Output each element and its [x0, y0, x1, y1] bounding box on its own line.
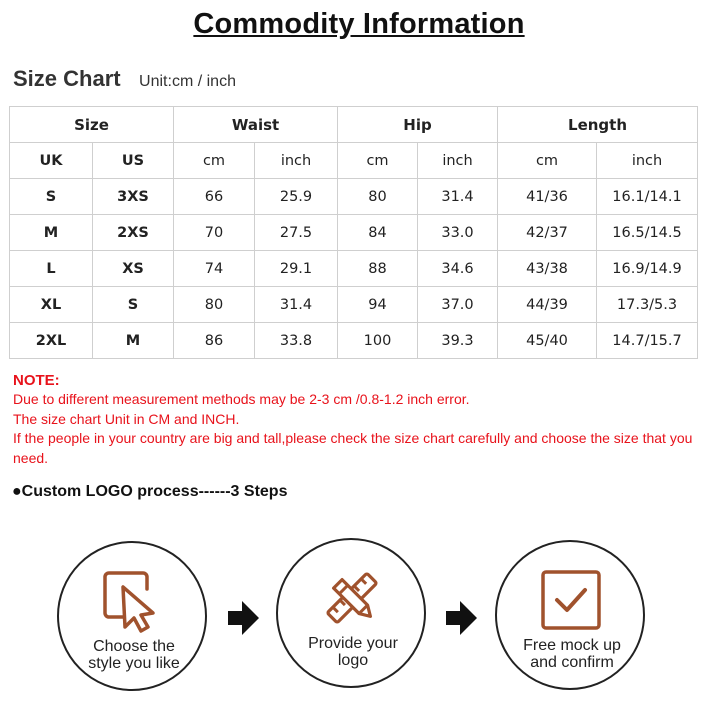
cursor-click-icon — [99, 567, 167, 635]
step-label-line: Provide your — [308, 635, 398, 652]
cell-waist-cm: 80 — [174, 287, 255, 323]
cell-waist-cm: 74 — [174, 251, 255, 287]
group-size-header: Size — [10, 107, 174, 143]
cell-length-inch: 17.3/5.3 — [597, 287, 698, 323]
cell-hip-cm: 94 — [338, 287, 418, 323]
cell-length-cm: 44/39 — [498, 287, 597, 323]
table-row — [10, 179, 698, 215]
cell-length-inch: 16.1/14.1 — [597, 179, 698, 215]
cell-hip-inch: 37.0 — [418, 287, 498, 323]
step-label — [67, 638, 201, 672]
step-label — [286, 635, 420, 669]
cell-us: 2XS — [93, 215, 174, 251]
cell-waist-inch: 27.5 — [255, 215, 338, 251]
note-line: Due to different measurement methods may be 2-3 cm /0.8-1.2 inch error. — [13, 391, 470, 407]
step-mock-up — [495, 540, 645, 690]
step-label-line: style you like — [88, 655, 180, 672]
size-chart-table — [9, 106, 698, 359]
cell-waist-cm: 66 — [174, 179, 255, 215]
note-section — [13, 371, 703, 468]
step-label-line: Free mock up — [523, 637, 621, 654]
cell-uk: L — [10, 251, 93, 287]
cell-hip-cm: 80 — [338, 179, 418, 215]
cell-hip-inch: 33.0 — [418, 215, 498, 251]
size-chart-title: Size Chart — [13, 66, 121, 91]
cell-length-inch: 16.9/14.9 — [597, 251, 698, 287]
subheader-uk: UK — [10, 143, 93, 179]
table-row — [10, 287, 698, 323]
cell-hip-inch: 34.6 — [418, 251, 498, 287]
step-label — [505, 637, 639, 671]
subheader-hip-cm: cm — [338, 143, 418, 179]
subheader-hip-inch: inch — [418, 143, 498, 179]
step-choose-style — [57, 541, 207, 691]
table-sub-header-row — [10, 143, 698, 179]
cell-hip-cm: 100 — [338, 323, 418, 359]
subheader-length-inch: inch — [597, 143, 698, 179]
cell-hip-inch: 39.3 — [418, 323, 498, 359]
step-label-line: Choose the — [93, 638, 175, 655]
cell-length-inch: 16.5/14.5 — [597, 215, 698, 251]
cell-us: XS — [93, 251, 174, 287]
cell-waist-inch: 25.9 — [255, 179, 338, 215]
table-row — [10, 323, 698, 359]
page-title: Commodity Information — [193, 8, 525, 40]
cell-waist-cm: 70 — [174, 215, 255, 251]
cell-uk: XL — [10, 287, 93, 323]
size-chart-heading — [13, 66, 236, 92]
table-row — [10, 215, 698, 251]
process-heading: ●Custom LOGO process------3 Steps — [12, 483, 288, 500]
cell-waist-inch: 31.4 — [255, 287, 338, 323]
cell-length-cm: 41/36 — [498, 179, 597, 215]
cell-length-cm: 45/40 — [498, 323, 597, 359]
cell-uk: 2XL — [10, 323, 93, 359]
cell-hip-cm: 84 — [338, 215, 418, 251]
cell-us: M — [93, 323, 174, 359]
cell-waist-inch: 33.8 — [255, 323, 338, 359]
group-length-header: Length — [498, 107, 698, 143]
cell-us: 3XS — [93, 179, 174, 215]
arrow-right-icon — [446, 600, 478, 636]
subheader-waist-cm: cm — [174, 143, 255, 179]
pencil-ruler-icon — [318, 564, 386, 632]
subheader-waist-inch: inch — [255, 143, 338, 179]
subheader-us: US — [93, 143, 174, 179]
cell-uk: M — [10, 215, 93, 251]
note-line: The size chart Unit in CM and INCH. — [13, 410, 240, 427]
group-hip-header: Hip — [338, 107, 498, 143]
cell-us: S — [93, 287, 174, 323]
checkbox-icon — [537, 566, 605, 634]
arrow-right-icon — [228, 600, 260, 636]
cell-length-cm: 42/37 — [498, 215, 597, 251]
note-line: If the people in your country are big and tall,please check the size chart carefully and choose the size that you need. — [13, 430, 693, 466]
step-label-line: and confirm — [530, 654, 614, 671]
cell-uk: S — [10, 179, 93, 215]
cell-hip-inch: 31.4 — [418, 179, 498, 215]
cell-waist-inch: 29.1 — [255, 251, 338, 287]
size-chart-unit: Unit:cm / inch — [139, 73, 236, 90]
subheader-length-cm: cm — [498, 143, 597, 179]
step-provide-logo — [276, 538, 426, 688]
cell-length-inch: 14.7/15.7 — [597, 323, 698, 359]
step-label-line: logo — [337, 652, 369, 669]
cell-hip-cm: 88 — [338, 251, 418, 287]
table-group-header-row — [10, 107, 698, 143]
table-row — [10, 251, 698, 287]
cell-waist-cm: 86 — [174, 323, 255, 359]
group-waist-header: Waist — [174, 107, 338, 143]
note-heading: NOTE: — [13, 372, 60, 389]
cell-length-cm: 43/38 — [498, 251, 597, 287]
